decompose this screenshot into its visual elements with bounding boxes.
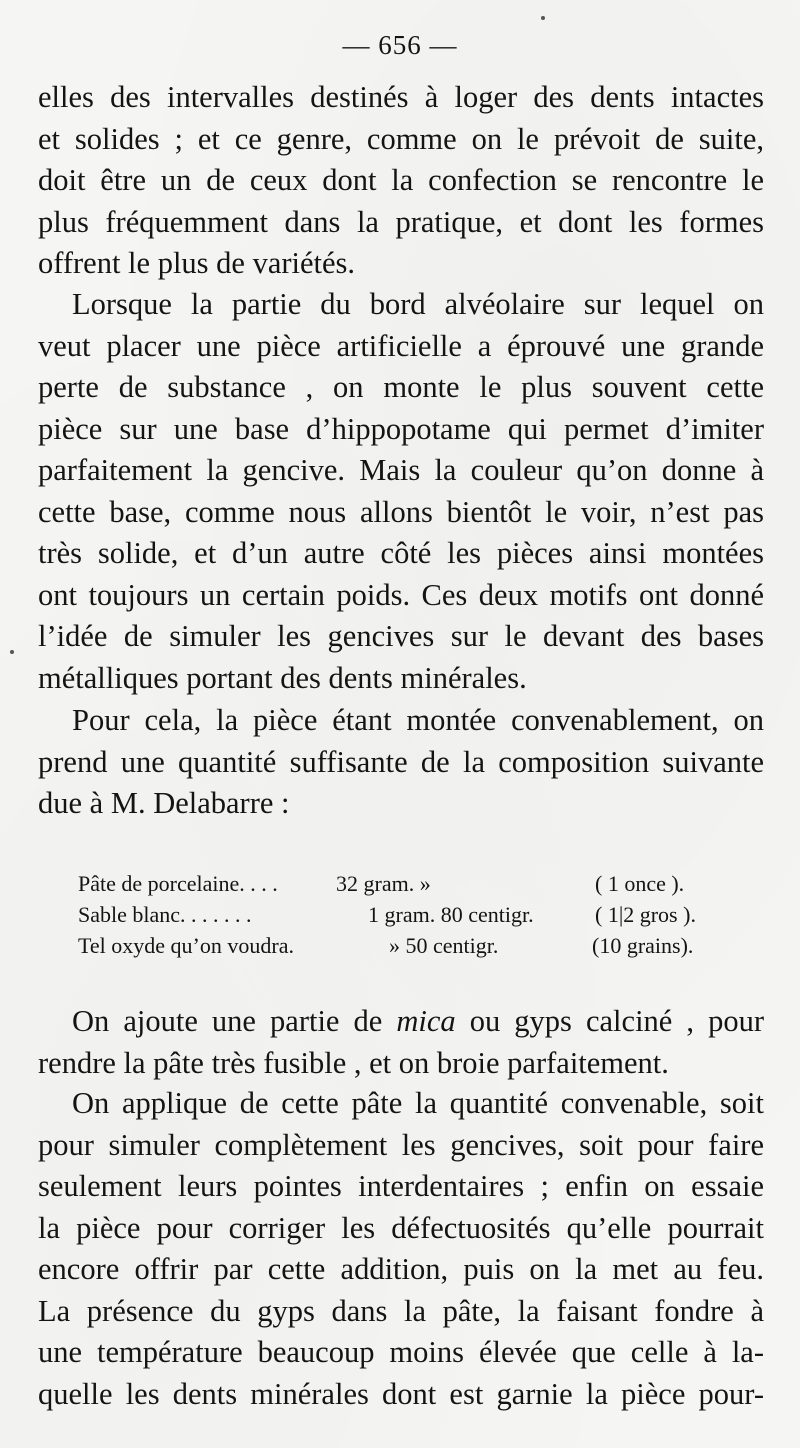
text-line: la pièce pour corriger les défectuosités qu’elle pourrait [38,1210,764,1245]
recipe-quantity: » 50 centigr. [389,933,499,958]
page-number: — 656 — [342,30,458,60]
ink-speck [10,650,14,654]
recipe-ingredient: Tel oxyde qu’on voudra. [78,933,294,958]
text-line: perte de substance , on monte le plus souvent cette [38,370,764,404]
text-line: quelle les dents minérales dont est garnie la pièce pour- [38,1376,764,1411]
text-line: On applique de cette pâte la quantité convenable, soit [72,1086,764,1120]
recipe-quantity: 1 gram. 80 centigr. [368,902,534,927]
text-line: Lorsque la partie du bord alvéolaire sur lequel on [72,287,764,321]
text-line: une température beaucoup moins élevée que celle à la- [38,1335,764,1369]
italic-word: mica [396,1004,456,1038]
recipe-row [78,930,768,961]
text-line: plus fréquemment dans la pratique, et dont les formes [38,204,764,239]
text-line: métalliques portant des dents minérales. [38,660,527,695]
text-line: offrent le plus de variétés. [38,246,356,280]
recipe-table [78,868,768,961]
recipe-quantity: 32 gram. » [336,871,431,896]
text-line: due à M. Delabarre : [38,786,290,820]
text-line: très solide, et d’un autre côté les pièces ainsi montées [38,536,764,570]
recipe-ingredient: Pâte de porcelaine. . . . [78,871,278,896]
recipe-equivalent: ( 1|2 gros ). [595,902,696,927]
text-line: veut placer une pièce artificielle a éprouvé une grande [38,328,764,363]
text-line: seulement leurs pointes interdentaires ; enfin on essaie [38,1169,764,1203]
paragraph-hippopotame-base [38,284,764,699]
text-line: pièce sur une base d’hippopotame qui permet d’imiter [38,411,764,446]
text-line: parfaitement la gencive. Mais la couleur qu’on donne à [38,453,764,487]
text-line: pour simuler complètement les gencives, soit pour faire [38,1127,764,1162]
text-line: cette base, comme nous allons bientôt le voir, n’est pas [38,494,764,529]
recipe-row [78,868,768,899]
recipe-equivalent: ( 1 once ). [595,871,685,896]
paragraph-mica [38,1001,764,1084]
ink-speck [541,16,545,20]
paragraph-continuation [38,77,764,285]
text-line: doit être un de ceux dont la confection se rencontre le [38,163,764,197]
paragraph-composition-intro [38,700,764,825]
text-line: l’idée de simuler les gencives sur le devant des bases [38,619,764,653]
recipe-row [78,899,768,930]
text-line: encore offrir par cette addition, puis on la met au feu. [38,1252,764,1286]
text-line: prend une quantité suffisante de la composition suivante [38,744,764,779]
text-line: Pour cela, la pièce étant montée convenablement, on [72,703,764,737]
text-line: La présence du gyps dans la pâte, la faisant fondre à [38,1293,764,1328]
text-line: rendre la pâte très fusible , et on broie parfaitement. [38,1045,669,1080]
text-line: ont toujours un certain poids. Ces deux motifs ont donné [38,577,764,612]
text-line: On ajoute une partie de mica ou gyps calciné , pour [72,1004,764,1038]
text-line: elles des intervalles destinés à loger des dents intactes [38,80,764,114]
text-line: et solides ; et ce genre, comme on le prévoit de suite, [38,121,764,156]
recipe-ingredient: Sable blanc. . . . . . . [78,902,252,927]
recipe-equivalent: (10 grains). [592,933,694,958]
paragraph-application [38,1083,764,1415]
